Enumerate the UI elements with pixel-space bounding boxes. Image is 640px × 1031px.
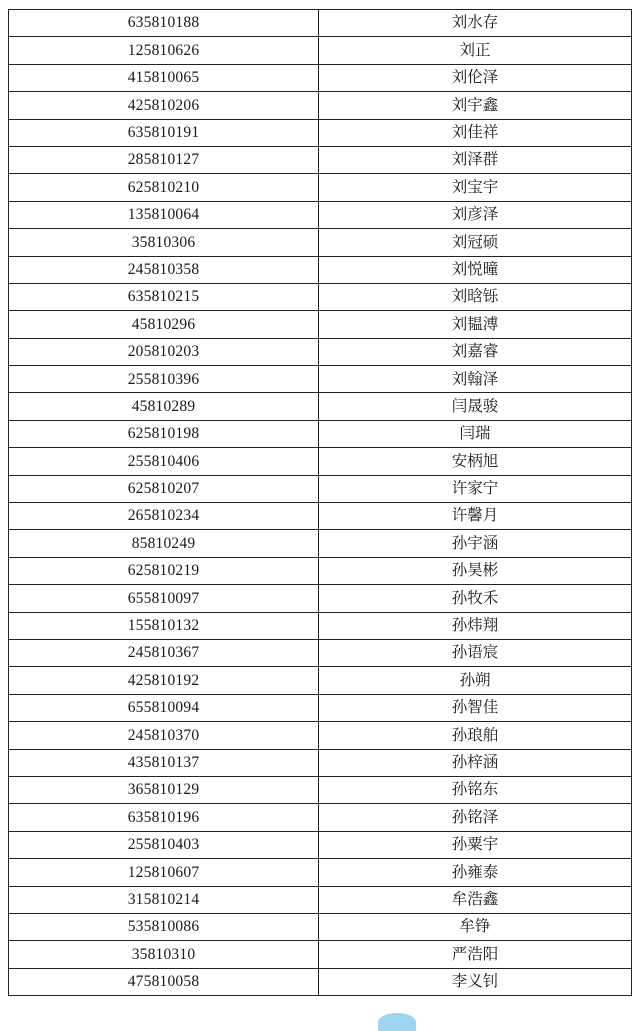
name-cell: 孙铭泽 <box>319 804 632 831</box>
table-row <box>9 859 632 886</box>
id-cell: 655810097 <box>9 585 319 612</box>
table-row <box>9 612 632 639</box>
name-cell: 孙牧禾 <box>319 585 632 612</box>
table-row <box>9 64 632 91</box>
name-cell: 孙粟宇 <box>319 831 632 858</box>
id-cell: 655810094 <box>9 694 319 721</box>
name-cell: 孙雍泰 <box>319 859 632 886</box>
name-cell: 牟铮 <box>319 913 632 940</box>
name-cell: 刘悦曈 <box>319 256 632 283</box>
name-cell: 刘水存 <box>319 10 632 37</box>
table-row <box>9 913 632 940</box>
id-cell: 35810310 <box>9 941 319 968</box>
id-cell: 635810191 <box>9 119 319 146</box>
id-cell: 35810306 <box>9 229 319 256</box>
roster-table <box>8 9 632 996</box>
id-cell: 425810206 <box>9 92 319 119</box>
name-cell: 孙智佳 <box>319 694 632 721</box>
name-cell: 刘彦泽 <box>319 201 632 228</box>
id-cell: 635810215 <box>9 283 319 310</box>
table-row <box>9 530 632 557</box>
id-cell: 205810203 <box>9 338 319 365</box>
table-row <box>9 831 632 858</box>
id-cell: 315810214 <box>9 886 319 913</box>
id-cell: 535810086 <box>9 913 319 940</box>
table-row <box>9 639 632 666</box>
id-cell: 125810607 <box>9 859 319 886</box>
id-cell: 255810406 <box>9 448 319 475</box>
name-cell: 孙宇涵 <box>319 530 632 557</box>
name-cell: 闫瑞 <box>319 420 632 447</box>
id-cell: 45810296 <box>9 311 319 338</box>
name-cell: 孙语宸 <box>319 639 632 666</box>
table-row <box>9 694 632 721</box>
table-row <box>9 10 632 37</box>
logo-mark-icon <box>378 1013 416 1031</box>
table-row <box>9 338 632 365</box>
name-cell: 孙铭东 <box>319 776 632 803</box>
table-row <box>9 201 632 228</box>
id-cell: 415810065 <box>9 64 319 91</box>
table-row <box>9 146 632 173</box>
name-cell: 刘冠硕 <box>319 229 632 256</box>
id-cell: 45810289 <box>9 393 319 420</box>
roster-table-container <box>8 9 631 996</box>
name-cell: 孙朔 <box>319 667 632 694</box>
id-cell: 285810127 <box>9 146 319 173</box>
table-row <box>9 311 632 338</box>
table-row <box>9 941 632 968</box>
name-cell: 李义钊 <box>319 968 632 995</box>
table-row <box>9 174 632 201</box>
table-row <box>9 420 632 447</box>
id-cell: 365810129 <box>9 776 319 803</box>
id-cell: 635810188 <box>9 10 319 37</box>
name-cell: 刘宇鑫 <box>319 92 632 119</box>
table-row <box>9 119 632 146</box>
name-cell: 许家宁 <box>319 475 632 502</box>
table-row <box>9 667 632 694</box>
name-cell: 刘晗铄 <box>319 283 632 310</box>
name-cell: 孙梓涵 <box>319 749 632 776</box>
id-cell: 135810064 <box>9 201 319 228</box>
name-cell: 许馨月 <box>319 503 632 530</box>
id-cell: 425810192 <box>9 667 319 694</box>
id-cell: 625810219 <box>9 557 319 584</box>
table-row <box>9 256 632 283</box>
table-row <box>9 283 632 310</box>
id-cell: 245810370 <box>9 722 319 749</box>
name-cell: 刘正 <box>319 37 632 64</box>
table-row <box>9 968 632 995</box>
name-cell: 刘佳祥 <box>319 119 632 146</box>
name-cell: 孙琅舶 <box>319 722 632 749</box>
table-row <box>9 448 632 475</box>
name-cell: 刘伦泽 <box>319 64 632 91</box>
table-row <box>9 557 632 584</box>
name-cell: 刘泽群 <box>319 146 632 173</box>
id-cell: 245810367 <box>9 639 319 666</box>
id-cell: 255810403 <box>9 831 319 858</box>
id-cell: 625810198 <box>9 420 319 447</box>
id-cell: 475810058 <box>9 968 319 995</box>
table-row <box>9 804 632 831</box>
id-cell: 245810358 <box>9 256 319 283</box>
table-row <box>9 366 632 393</box>
table-row <box>9 886 632 913</box>
table-row <box>9 393 632 420</box>
id-cell: 625810207 <box>9 475 319 502</box>
id-cell: 265810234 <box>9 503 319 530</box>
table-row <box>9 92 632 119</box>
table-row <box>9 776 632 803</box>
name-cell: 安柄旭 <box>319 448 632 475</box>
name-cell: 刘宝宇 <box>319 174 632 201</box>
id-cell: 155810132 <box>9 612 319 639</box>
id-cell: 435810137 <box>9 749 319 776</box>
table-row <box>9 475 632 502</box>
name-cell: 严浩阳 <box>319 941 632 968</box>
name-cell: 刘翰泽 <box>319 366 632 393</box>
name-cell: 刘嘉睿 <box>319 338 632 365</box>
table-row <box>9 229 632 256</box>
id-cell: 625810210 <box>9 174 319 201</box>
table-row <box>9 585 632 612</box>
roster-table-body <box>9 10 632 996</box>
table-row <box>9 722 632 749</box>
table-row <box>9 749 632 776</box>
name-cell: 牟浩鑫 <box>319 886 632 913</box>
table-row <box>9 37 632 64</box>
name-cell: 闫晟骏 <box>319 393 632 420</box>
id-cell: 125810626 <box>9 37 319 64</box>
id-cell: 255810396 <box>9 366 319 393</box>
name-cell: 孙炜翔 <box>319 612 632 639</box>
id-cell: 85810249 <box>9 530 319 557</box>
id-cell: 635810196 <box>9 804 319 831</box>
name-cell: 孙昊彬 <box>319 557 632 584</box>
name-cell: 刘韫溥 <box>319 311 632 338</box>
table-row <box>9 503 632 530</box>
